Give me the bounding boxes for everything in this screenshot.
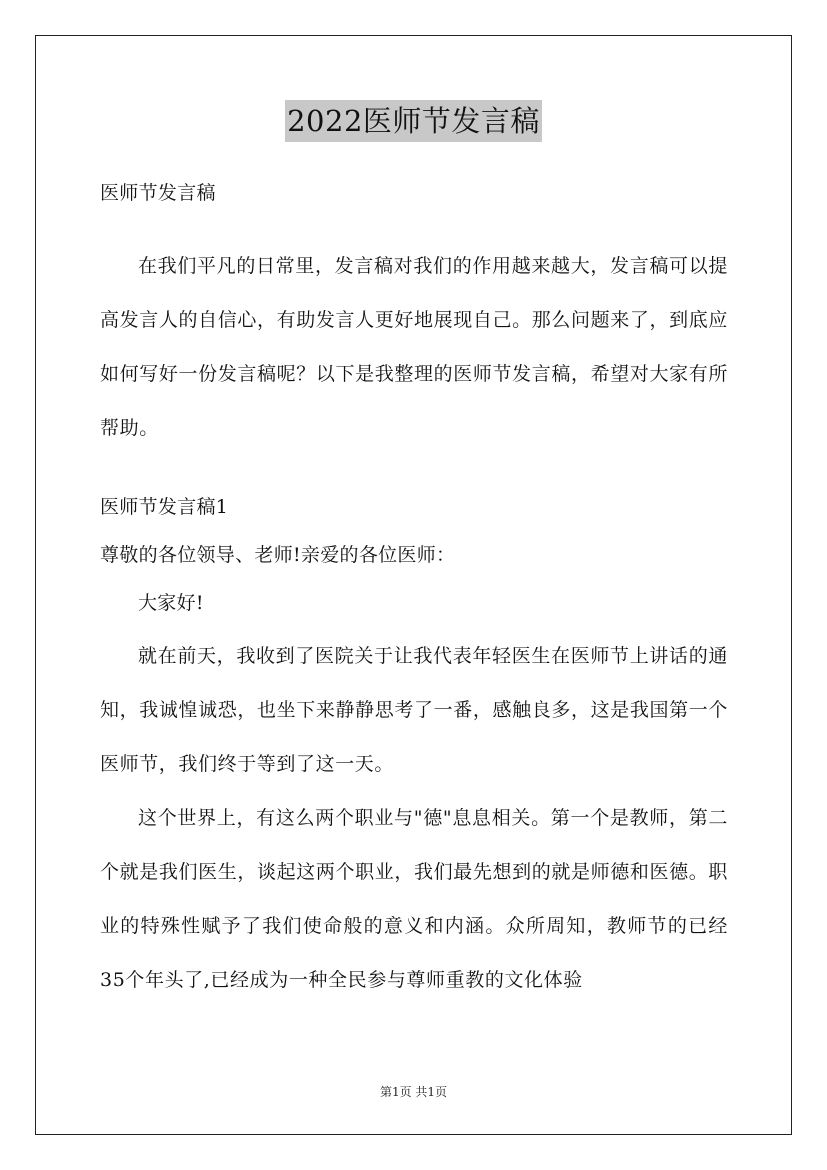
salutation: 尊敬的各位领导、老师!亲爱的各位医师： <box>100 544 456 566</box>
body-paragraph-1: 就在前天，我收到了医院关于让我代表年轻医生在医师节上讲话的通知，我诚惶诚恐，也坐下来静静思考了一番，感触良多，这是我国第一个医师节，我们终于等到了这一天。 <box>100 645 728 775</box>
greeting: 大家好! <box>138 592 204 614</box>
body-paragraph-2: 这个世界上，有这么两个职业与"德"息息相关。第一个是教师，第二个就是我们医生，谈起这两个职业，我们最先想到的就是师德和医德。职业的特殊性赋予了我们使命般的意义和内涵。众所周知，教师节的已经35个年头了,已经成为一种全民参与尊师重教的文化体验 <box>100 807 728 991</box>
page-footer: 第1页 共1页 <box>379 1085 448 1099</box>
document-body <box>100 175 728 1007</box>
main-heading: 医师节发言稿 <box>100 182 216 204</box>
document-title <box>0 100 827 142</box>
section-heading: 医师节发言稿1 <box>100 496 229 518</box>
intro-paragraph: 在我们平凡的日常里，发言稿对我们的作用越来越大，发言稿可以提高发言人的自信心，有助发言人更好地展现自己。那么问题来了，到底应如何写好一份发言稿呢？以下是我整理的医师节发言稿，希望对大家有所帮助。 <box>100 255 728 439</box>
document-title-text: 2022医师节发言稿 <box>285 100 542 142</box>
